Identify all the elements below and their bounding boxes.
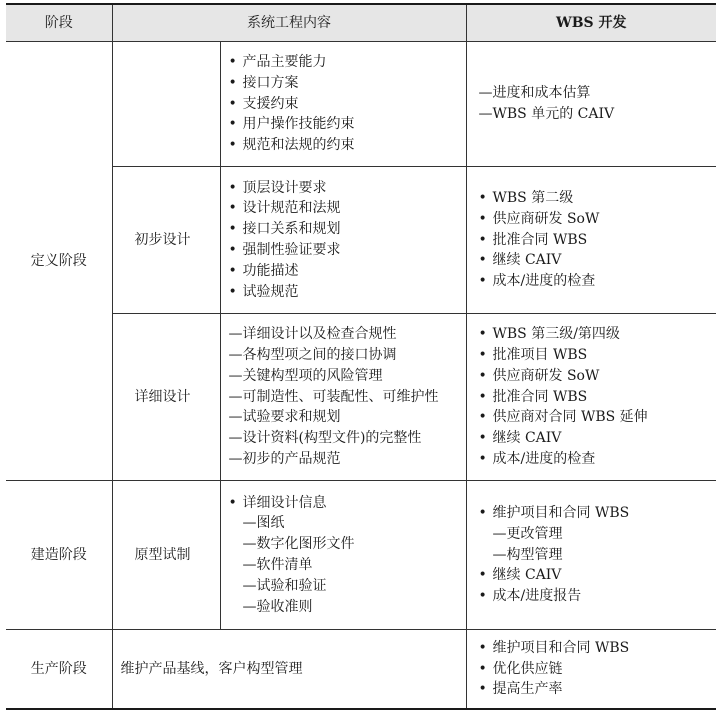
list-item-text: 规范和法规的约束 [242,137,355,154]
list-item [229,73,458,94]
list-item [479,250,709,271]
list-item-text: 关键构型项的风险管理 [242,367,383,384]
dash-icon: — [242,577,257,594]
bullet-icon: • [478,326,487,343]
list-item-text: WBS 单元的 CAIV [492,106,615,122]
list-item-text: 供应商对合同 WBS 延伸 [492,409,648,426]
list-item-text: 维护项目和合同 WBS [492,505,630,521]
wbs-cell [466,314,716,481]
wbs-cell [466,167,716,314]
list-item [479,659,709,680]
list-item [479,565,709,586]
table-row [6,314,716,481]
list-item [229,387,458,408]
bullet-icon: • [478,588,487,605]
bullet-icon: • [478,231,487,248]
list-item-text: 继续 CAIV [492,430,562,447]
bullet-icon: • [478,505,487,521]
list-item-text: 可制造性、可装配性、可维护性 [242,388,439,405]
header-wbs-development: WBS 开发 [466,4,716,42]
table-header-row [6,4,716,42]
list-item-text: 接口方案 [242,74,299,91]
list-item [479,345,709,366]
list-item [479,428,709,449]
bullet-icon: • [478,367,487,384]
content-list [229,178,458,303]
list-item-text: 维护项目和合同 WBS [492,639,630,656]
list-item [229,198,458,219]
bullet-icon: • [228,116,237,133]
subphase-cell [112,42,220,167]
bullet-icon: • [478,567,487,584]
list-item-text: 成本/进度的检查 [492,450,596,467]
list-item-text: 数字化图形文件 [256,536,355,553]
dash-icon: — [228,367,243,384]
bullet-icon: • [228,221,237,238]
list-item [229,240,458,261]
table-row [6,167,716,314]
bullet-icon: • [478,409,487,426]
list-item-text: 强制性验证要求 [242,242,341,258]
list-item [229,555,458,576]
list-item [229,282,458,303]
dash-icon: — [242,536,257,553]
wbs-list [479,188,709,292]
list-item [479,503,709,524]
list-item [229,94,458,115]
list-item [229,597,458,618]
list-item-text: 支援约束 [242,95,299,112]
table-row [6,481,716,630]
list-item-text: 试验要求和规划 [242,409,341,426]
list-item-text: 优化供应链 [492,660,563,677]
subphase-cell: 详细设计 [112,314,220,481]
list-item-text: 详细设计信息 [242,494,327,511]
bullet-icon: • [228,262,237,279]
list-item-text: 设计规范和法规 [242,200,341,217]
list-item [479,545,709,566]
wbs-list [479,503,709,607]
phase-cell: 生产阶段 [6,630,112,710]
list-item-text: WBS 第二级 [492,190,574,206]
list-item [229,493,458,514]
wbs-cell [466,481,716,630]
list-item [479,271,709,292]
list-item-text: 批准合同 WBS [492,388,588,405]
list-item-text: 各构型项之间的接口协调 [242,347,397,363]
content-cell: 维护产品基线，客户构型管理 [112,630,466,710]
list-item-text: 供应商研发 SoW [492,210,600,227]
list-item [479,366,709,387]
list-item [479,524,709,545]
dash-icon: — [228,347,243,363]
wbs-list [479,83,709,125]
dash-icon: — [228,450,243,467]
list-item [479,83,709,104]
list-item [479,209,709,230]
list-item-text: 顶层设计要求 [242,179,327,196]
list-item-text: 功能描述 [242,262,299,279]
list-item [479,324,709,345]
dash-icon: — [478,85,493,102]
list-item [479,188,709,209]
content-cell [220,481,466,630]
list-item [229,114,458,135]
dash-icon: — [228,388,243,405]
list-item-text: 成本/进度的检查 [492,273,596,290]
content-list [229,324,458,470]
bullet-icon: • [478,660,487,677]
bullet-icon: • [478,210,487,227]
bullet-icon: • [228,494,237,511]
list-item [479,586,709,607]
list-item [479,449,709,470]
wbs-phase-table [6,3,716,710]
list-item-text: 图纸 [256,515,285,532]
list-item [479,407,709,428]
bullet-icon: • [228,137,237,154]
list-item [229,366,458,387]
list-item-text: 用户操作技能约束 [242,116,355,133]
list-item-text: 供应商研发 SoW [492,367,600,384]
list-item [229,449,458,470]
table-row [6,630,716,710]
list-item-text: 产品主要能力 [242,54,327,70]
list-item [229,428,458,449]
wbs-cell [466,42,716,167]
list-item-text: 验收准则 [256,598,313,615]
list-item-text: 接口关系和规划 [242,221,341,238]
bullet-icon: • [228,283,237,300]
list-item [479,387,709,408]
bullet-icon: • [228,74,237,91]
bullet-icon: • [478,450,487,467]
list-item [229,576,458,597]
dash-icon: — [478,106,493,122]
list-item [229,345,458,366]
list-item-text: 成本/进度报告 [492,588,582,605]
list-item-text: 提高生产率 [492,681,563,698]
list-item-text: 构型管理 [506,546,563,563]
list-item-text: 批准项目 WBS [492,347,588,363]
wbs-list [479,324,709,470]
bullet-icon: • [228,54,237,70]
list-item [479,104,709,125]
list-item [229,135,458,156]
bullet-icon: • [478,190,487,206]
dash-icon: — [492,546,507,563]
dash-icon: — [242,515,257,532]
bullet-icon: • [228,242,237,258]
list-item-text: 试验规范 [242,283,299,300]
list-item [479,679,709,700]
list-item-text: 试验和验证 [256,577,327,594]
wbs-list [479,638,709,700]
list-item [229,178,458,199]
list-item-text: 初步的产品规范 [242,450,341,467]
list-item [229,52,458,73]
subphase-cell: 初步设计 [112,167,220,314]
list-item-text: 批准合同 WBS [492,231,588,248]
header-phase: 阶段 [6,4,112,42]
list-item [479,230,709,251]
list-item [229,261,458,282]
list-item-text: 进度和成本估算 [492,85,591,102]
list-item [229,513,458,534]
bullet-icon: • [478,388,487,405]
list-item [229,407,458,428]
bullet-icon: • [228,200,237,217]
subphase-cell: 原型试制 [112,481,220,630]
bullet-icon: • [478,639,487,656]
content-cell [220,42,466,167]
list-item-text: 继续 CAIV [492,252,562,269]
bullet-icon: • [478,252,487,269]
dash-icon: — [228,430,243,447]
content-cell [220,167,466,314]
list-item [229,219,458,240]
table-row [6,42,716,167]
bullet-icon: • [478,681,487,698]
list-item [229,324,458,345]
wbs-cell [466,630,716,710]
dash-icon: — [242,598,257,615]
dash-icon: — [242,557,257,573]
phase-cell: 定义阶段 [6,42,112,481]
bullet-icon: • [228,95,237,112]
list-item-text: 详细设计以及检查合规性 [242,326,397,343]
list-item-text: WBS 第三级/第四级 [492,326,620,343]
dash-icon: — [492,525,507,542]
list-item-text: 继续 CAIV [492,567,562,584]
header-se-content: 系统工程内容 [112,4,466,42]
bullet-icon: • [478,273,487,290]
dash-icon: — [228,326,243,343]
list-item-text: 更改管理 [506,525,563,542]
bullet-icon: • [228,179,237,196]
content-list [229,52,458,156]
phase-cell: 建造阶段 [6,481,112,630]
content-list [229,493,458,618]
list-item-text: 软件清单 [256,557,313,573]
dash-icon: — [228,409,243,426]
list-item-text: 设计资料(构型文件)的完整性 [242,430,422,447]
list-item [229,534,458,555]
content-cell [220,314,466,481]
list-item [479,638,709,659]
bullet-icon: • [478,347,487,363]
bullet-icon: • [478,430,487,447]
